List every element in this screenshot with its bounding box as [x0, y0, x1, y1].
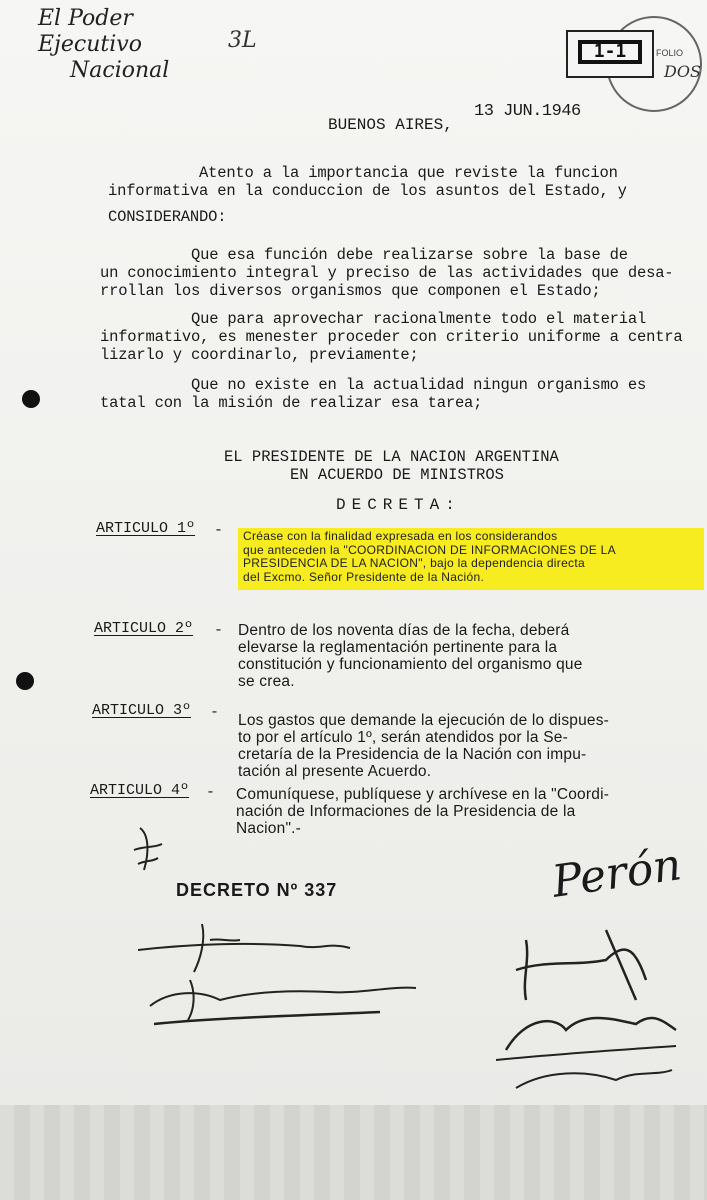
decree-date: 13 JUN.1946 [474, 102, 581, 121]
article-1-text: Créase con la finalidad expresada en los considerandos que anteceden la "COORDINACION DE INFORMACIONES DE LA PRESIDENCIA DE LA NACION", bajo la dependencia directa del Excmo. Señor Presidente de la Nación. [243, 529, 616, 584]
authority-line-2: EN ACUERDO DE MINISTROS [290, 466, 504, 484]
article-3-text: Los gastos que demande la ejecución de lo dispues- to por el artículo 1º, serán atendidos por la Se- cretaría de la Presidencia de la Nación con impu- tación al presente Acuerdo. [238, 712, 610, 780]
stamp-box [566, 30, 654, 78]
handwritten-mark [128, 820, 168, 880]
stamp-folio-label: FOLIO [656, 48, 684, 58]
article-2-label: ARTICULO 2º [94, 620, 194, 637]
minister-signatures-left [130, 920, 430, 1040]
stamp-folio-word: DOS [664, 62, 701, 81]
folio-stamp [560, 20, 700, 100]
minister-signatures-right [486, 920, 696, 1100]
article-1-dash: - [214, 522, 224, 539]
article-1-label: ARTICULO 1º [96, 520, 196, 537]
letterhead-line-1: El Poder Ejecutivo [38, 6, 142, 57]
article-4-text: Comuníquese, publíquese y archívese en la "Coordi- nación de Informaciones de la Presidencia de la Nacion".- [236, 786, 610, 837]
decree-number: DECRETO Nº 337 [176, 880, 338, 900]
article-4-dash: - [206, 784, 216, 801]
preamble-paragraph-4: Que no existe en la actualidad ningun organismo es tatal con la misión de realizar esa tarea; [100, 376, 647, 412]
scan-bottom-band [0, 1105, 707, 1200]
punch-hole-top [22, 390, 40, 408]
article-3-label: ARTICULO 3º [92, 702, 192, 719]
preamble-paragraph-2: Que esa función debe realizarse sobre la base de un conocimiento integral y preciso de las actividades que desa- rrollan los diversos organismos que componen el Estado; [100, 246, 674, 300]
article-3-dash: - [210, 704, 220, 721]
letterhead [38, 6, 238, 84]
handwritten-folio: 3L [228, 28, 257, 53]
authority-line-1: EL PRESIDENTE DE LA NACION ARGENTINA [224, 448, 559, 466]
city-line: BUENOS AIRES, [328, 116, 453, 134]
punch-hole-bottom [16, 672, 34, 690]
signature-peron: Perón [549, 839, 685, 908]
article-2-text: Dentro de los noventa días de la fecha, deberá elevarse la reglamentación pertinente para la constitución y funcionamiento del organismo que se crea. [238, 622, 583, 690]
considerando-heading: CONSIDERANDO: [108, 208, 227, 226]
letterhead-line-2: Nacional [70, 58, 170, 83]
article-4-label: ARTICULO 4º [90, 782, 190, 799]
decreta-heading: DECRETA: [336, 496, 461, 514]
preamble-paragraph-1: Atento a la importancia que reviste la funcion informativa en la conduccion de los asuntos del Estado, y [108, 164, 627, 200]
preamble-paragraph-3: Que para aprovechar racionalmente todo el material informativo, es menester proceder con criterio uniforme a centra lizarlo y coordinarlo, previamente; [100, 310, 683, 364]
stamp-folio-number: 1-1 [578, 40, 642, 64]
article-2-dash: - [214, 622, 224, 639]
